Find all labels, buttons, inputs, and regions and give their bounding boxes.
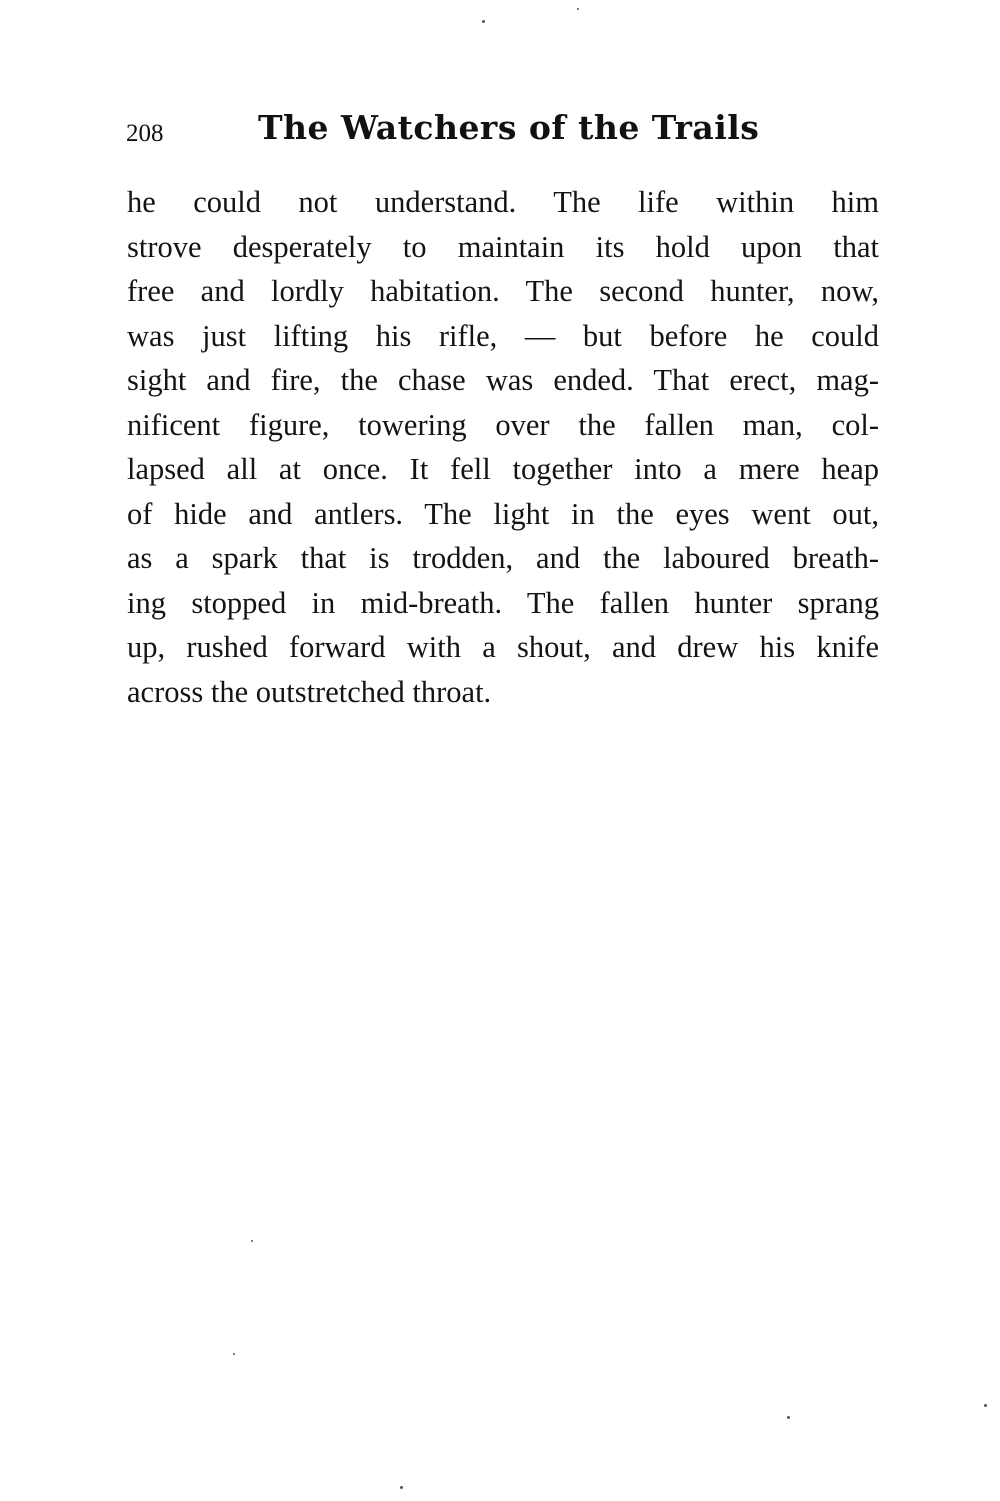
scan-speck — [233, 1353, 235, 1355]
text-line: free and lordly habitation. The second hunter, now, — [127, 274, 879, 308]
scan-speck — [251, 1240, 253, 1242]
text-line: was just lifting his rifle, — but before he could — [127, 318, 879, 353]
text-line: nificent figure, towering over the fallen man, col- — [127, 407, 879, 442]
scan-speck — [787, 1416, 790, 1419]
text-line-last: across the outstretched throat. — [127, 674, 492, 709]
text-line: of hide and antlers. The light in the eyes went out, — [127, 496, 879, 531]
scan-speck — [984, 1404, 987, 1407]
scan-speck — [400, 1486, 403, 1489]
scan-speck — [577, 8, 579, 10]
scan-speck — [482, 20, 485, 23]
body-text — [127, 180, 879, 714]
text-line: he could not understand. The life within him — [127, 185, 879, 219]
text-line: sight and fire, the chase was ended. That erect, mag- — [127, 363, 879, 397]
running-head — [126, 108, 886, 158]
text-line: ing stopped in mid-breath. The fallen hunter sprang — [127, 585, 879, 620]
text-line: strove desperately to maintain its hold upon that — [127, 229, 879, 264]
text-line: lapsed all at once. It fell together into a mere heap — [127, 452, 879, 486]
book-title: The Watchers of the Trails — [258, 108, 760, 147]
page-number: 208 — [126, 120, 164, 147]
text-line: up, rushed forward with a shout, and drew his knife — [127, 630, 879, 664]
text-line: as a spark that is trodden, and the laboured breath- — [127, 541, 879, 575]
